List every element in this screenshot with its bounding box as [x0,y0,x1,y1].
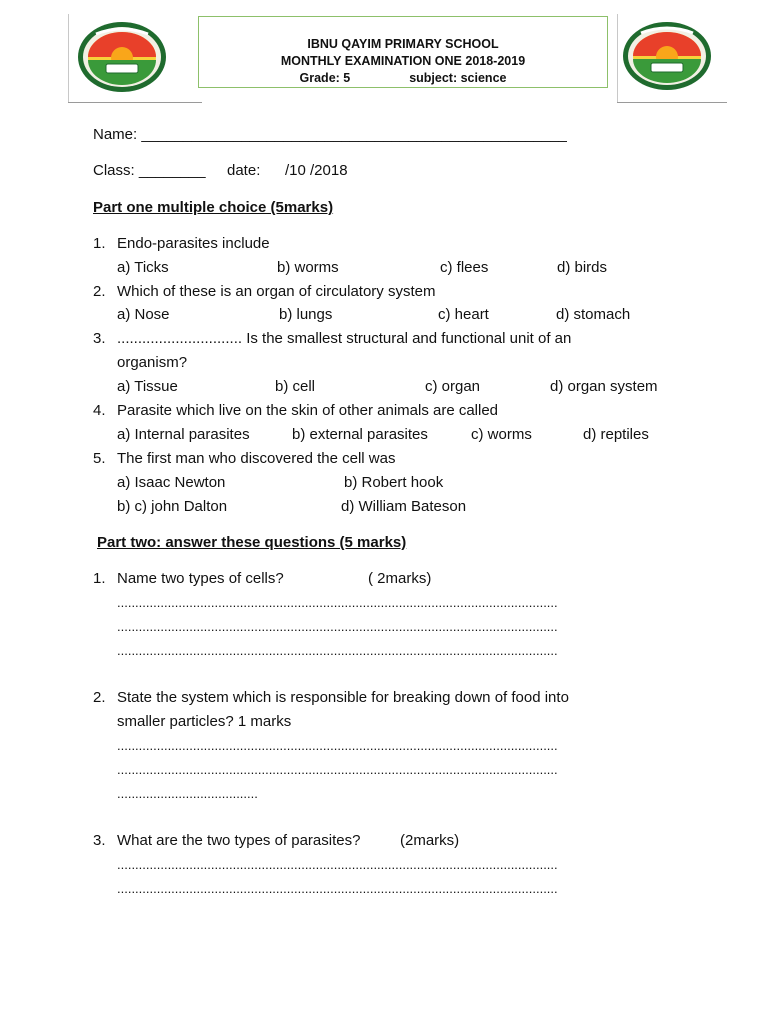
question-text: What are the two types of parasites? [117,832,361,849]
question-text: .............................. Is the smallest structural and functional unit of an [117,330,572,347]
option-c[interactable]: c) heart [438,306,489,323]
name-field[interactable]: Name: ___________________________________________________ [93,126,567,143]
header-left-divider [68,14,69,102]
question-text: Endo-parasites include [117,235,270,252]
option-d[interactable]: d) William Bateson [341,498,467,515]
header-right-rule [617,102,727,103]
option-a[interactable]: a) Tissue [117,378,178,395]
option-c[interactable]: c) worms [471,426,532,443]
grade-subject-line [199,70,607,87]
school-logo-right [621,20,713,92]
question-marks: (2marks) [400,832,460,849]
question-text-cont: smaller particles? 1 marks [117,713,292,730]
option-a[interactable]: a) Nose [117,306,170,323]
answer-line[interactable]: .......................................................................................................................... [117,643,558,658]
option-a[interactable]: a) Ticks [117,259,169,276]
option-b[interactable]: b) Robert hook [344,474,444,491]
exam-header-box [198,16,608,88]
question-number: 3. [93,832,106,849]
header-right-divider [617,14,618,102]
question-number: 1. [93,570,106,587]
exam-title: MONTHLY EXAMINATION ONE 2018-2019 [280,54,526,68]
option-d[interactable]: d) reptiles [583,426,649,443]
grade-label: Grade: 5 [299,71,351,85]
option-d[interactable]: d) organ system [550,378,658,395]
question-number: 2. [93,283,106,300]
question-number: 5. [93,450,106,467]
question-number: 2. [93,689,106,706]
part-one-title: Part one multiple choice (5marks) [93,199,334,216]
date-value: /10 /2018 [285,162,348,179]
answer-line[interactable]: .......................................................................................................................... [117,881,558,896]
option-a[interactable]: a) Internal parasites [117,426,250,443]
answer-line[interactable]: .......................................................................................................................... [117,762,558,777]
date-label: date: [227,162,261,179]
question-text: State the system which is responsible for breaking down of food into [117,689,569,706]
option-d[interactable]: d) birds [557,259,608,276]
header-left-rule [68,102,202,103]
answer-line[interactable]: .......................................................................................................................... [117,738,558,753]
option-d[interactable]: d) stomach [556,306,631,323]
answer-line[interactable]: .......................................................................................................................... [117,857,558,872]
question-text: The first man who discovered the cell was [117,450,396,467]
option-a[interactable]: a) Isaac Newton [117,474,226,491]
question-number: 1. [93,235,106,252]
answer-line[interactable]: ....................................... [117,786,258,801]
class-field[interactable]: Class: ________ [93,162,206,179]
question-text: Which of these is an organ of circulatory system [117,283,436,300]
question-text-cont: organism? [117,354,188,371]
option-b[interactable]: b) external parasites [292,426,428,443]
school-name: IBNU QAYIM PRIMARY SCHOOL [307,37,499,51]
question-text: Name two types of cells? [117,570,284,587]
part-two-title: Part two: answer these questions (5 marks) [97,534,407,551]
option-c[interactable]: c) organ [425,378,481,395]
option-b[interactable]: b) worms [277,259,339,276]
option-c[interactable]: c) flees [440,259,489,276]
subject-label: subject: science [409,71,507,85]
question-text: Parasite which live on the skin of other animals are called [117,402,499,419]
option-b[interactable]: b) lungs [279,306,333,323]
option-b[interactable]: b) cell [275,378,316,395]
answer-line[interactable]: .......................................................................................................................... [117,595,558,610]
question-number: 3. [93,330,106,347]
question-marks: ( 2marks) [368,570,432,587]
answer-line[interactable]: .......................................................................................................................... [117,619,558,634]
school-logo-left [76,20,168,94]
option-c[interactable]: b) c) john Dalton [117,498,228,515]
question-number: 4. [93,402,106,419]
